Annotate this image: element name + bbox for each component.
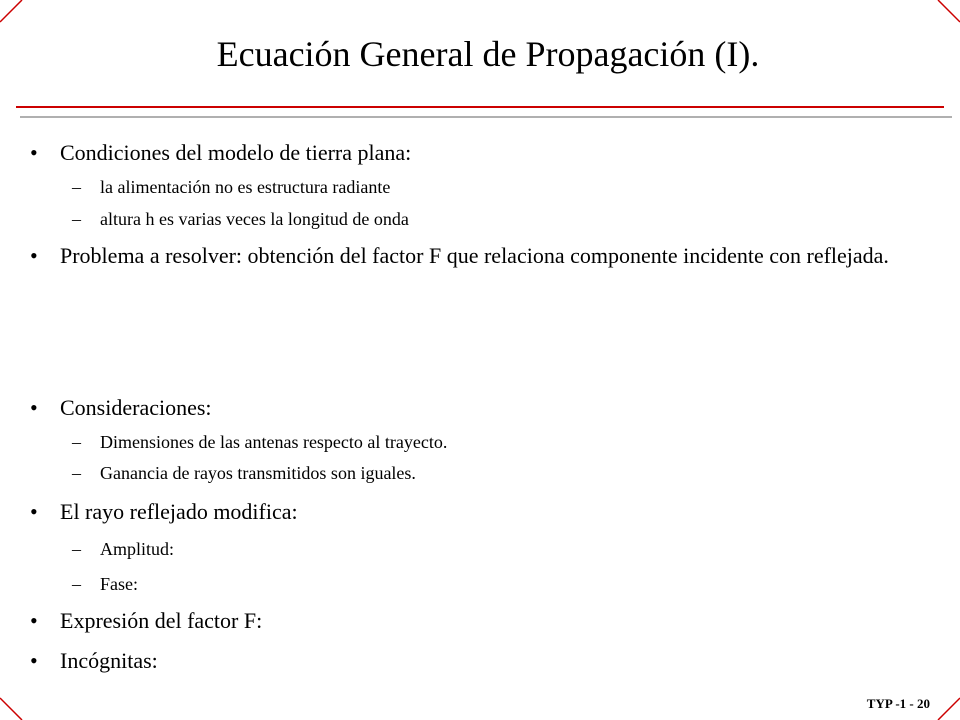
sub-item-text: Fase: bbox=[100, 574, 138, 594]
sub-item bbox=[72, 460, 892, 486]
bullet-item bbox=[30, 137, 920, 169]
dash-glyph: – bbox=[72, 209, 81, 229]
sub-item bbox=[72, 206, 892, 232]
sub-item-text: Ganancia de rayos transmitidos son iguales. bbox=[100, 463, 416, 483]
bullet-glyph: • bbox=[30, 499, 38, 524]
dash-glyph: – bbox=[72, 432, 81, 452]
bullet-item bbox=[30, 496, 920, 528]
bullet-text: Consideraciones: bbox=[60, 395, 212, 420]
sub-item bbox=[72, 536, 892, 562]
slide-title: Ecuación General de Propagación (I). bbox=[216, 34, 760, 74]
bullet-text: Problema a resolver: obtención del factor F que relaciona componente incidente con reflejada. bbox=[60, 243, 889, 268]
bullet-glyph: • bbox=[30, 395, 38, 420]
bullet-text: Condiciones del modelo de tierra plana: bbox=[60, 140, 412, 165]
bullet-item bbox=[30, 605, 920, 637]
bullet-glyph: • bbox=[30, 608, 38, 633]
sub-item-text: la alimentación no es estructura radiante bbox=[100, 177, 391, 197]
bullet-text: Incógnitas: bbox=[60, 648, 158, 673]
dash-glyph: – bbox=[72, 463, 81, 483]
title-divider-shadow bbox=[20, 116, 952, 118]
bullet-glyph: • bbox=[30, 648, 38, 673]
bullet-item bbox=[30, 240, 920, 272]
dash-glyph: – bbox=[72, 539, 81, 559]
corner-mark-top-right bbox=[936, 0, 960, 24]
bullet-item bbox=[30, 645, 920, 677]
slide-footer: TYP -1 - 20 bbox=[866, 696, 930, 711]
bullet-text: Expresión del factor F: bbox=[60, 608, 263, 633]
title-divider bbox=[16, 106, 944, 108]
sub-item-text: altura h es varias veces la longitud de onda bbox=[100, 209, 409, 229]
sub-item bbox=[72, 429, 892, 455]
bullet-glyph: • bbox=[30, 243, 38, 268]
sub-item bbox=[72, 571, 892, 597]
corner-mark-top-left bbox=[0, 0, 24, 24]
sub-item-text: Dimensiones de las antenas respecto al trayecto. bbox=[100, 432, 448, 452]
corner-mark-bottom-left bbox=[0, 696, 24, 720]
bullet-item bbox=[30, 392, 920, 424]
sub-item bbox=[72, 174, 892, 200]
corner-mark-bottom-right bbox=[936, 696, 960, 720]
dash-glyph: – bbox=[72, 574, 81, 594]
sub-item-text: Amplitud: bbox=[100, 539, 175, 559]
dash-glyph: – bbox=[72, 177, 81, 197]
bullet-glyph: • bbox=[30, 140, 38, 165]
bullet-text: El rayo reflejado modifica: bbox=[60, 499, 298, 524]
